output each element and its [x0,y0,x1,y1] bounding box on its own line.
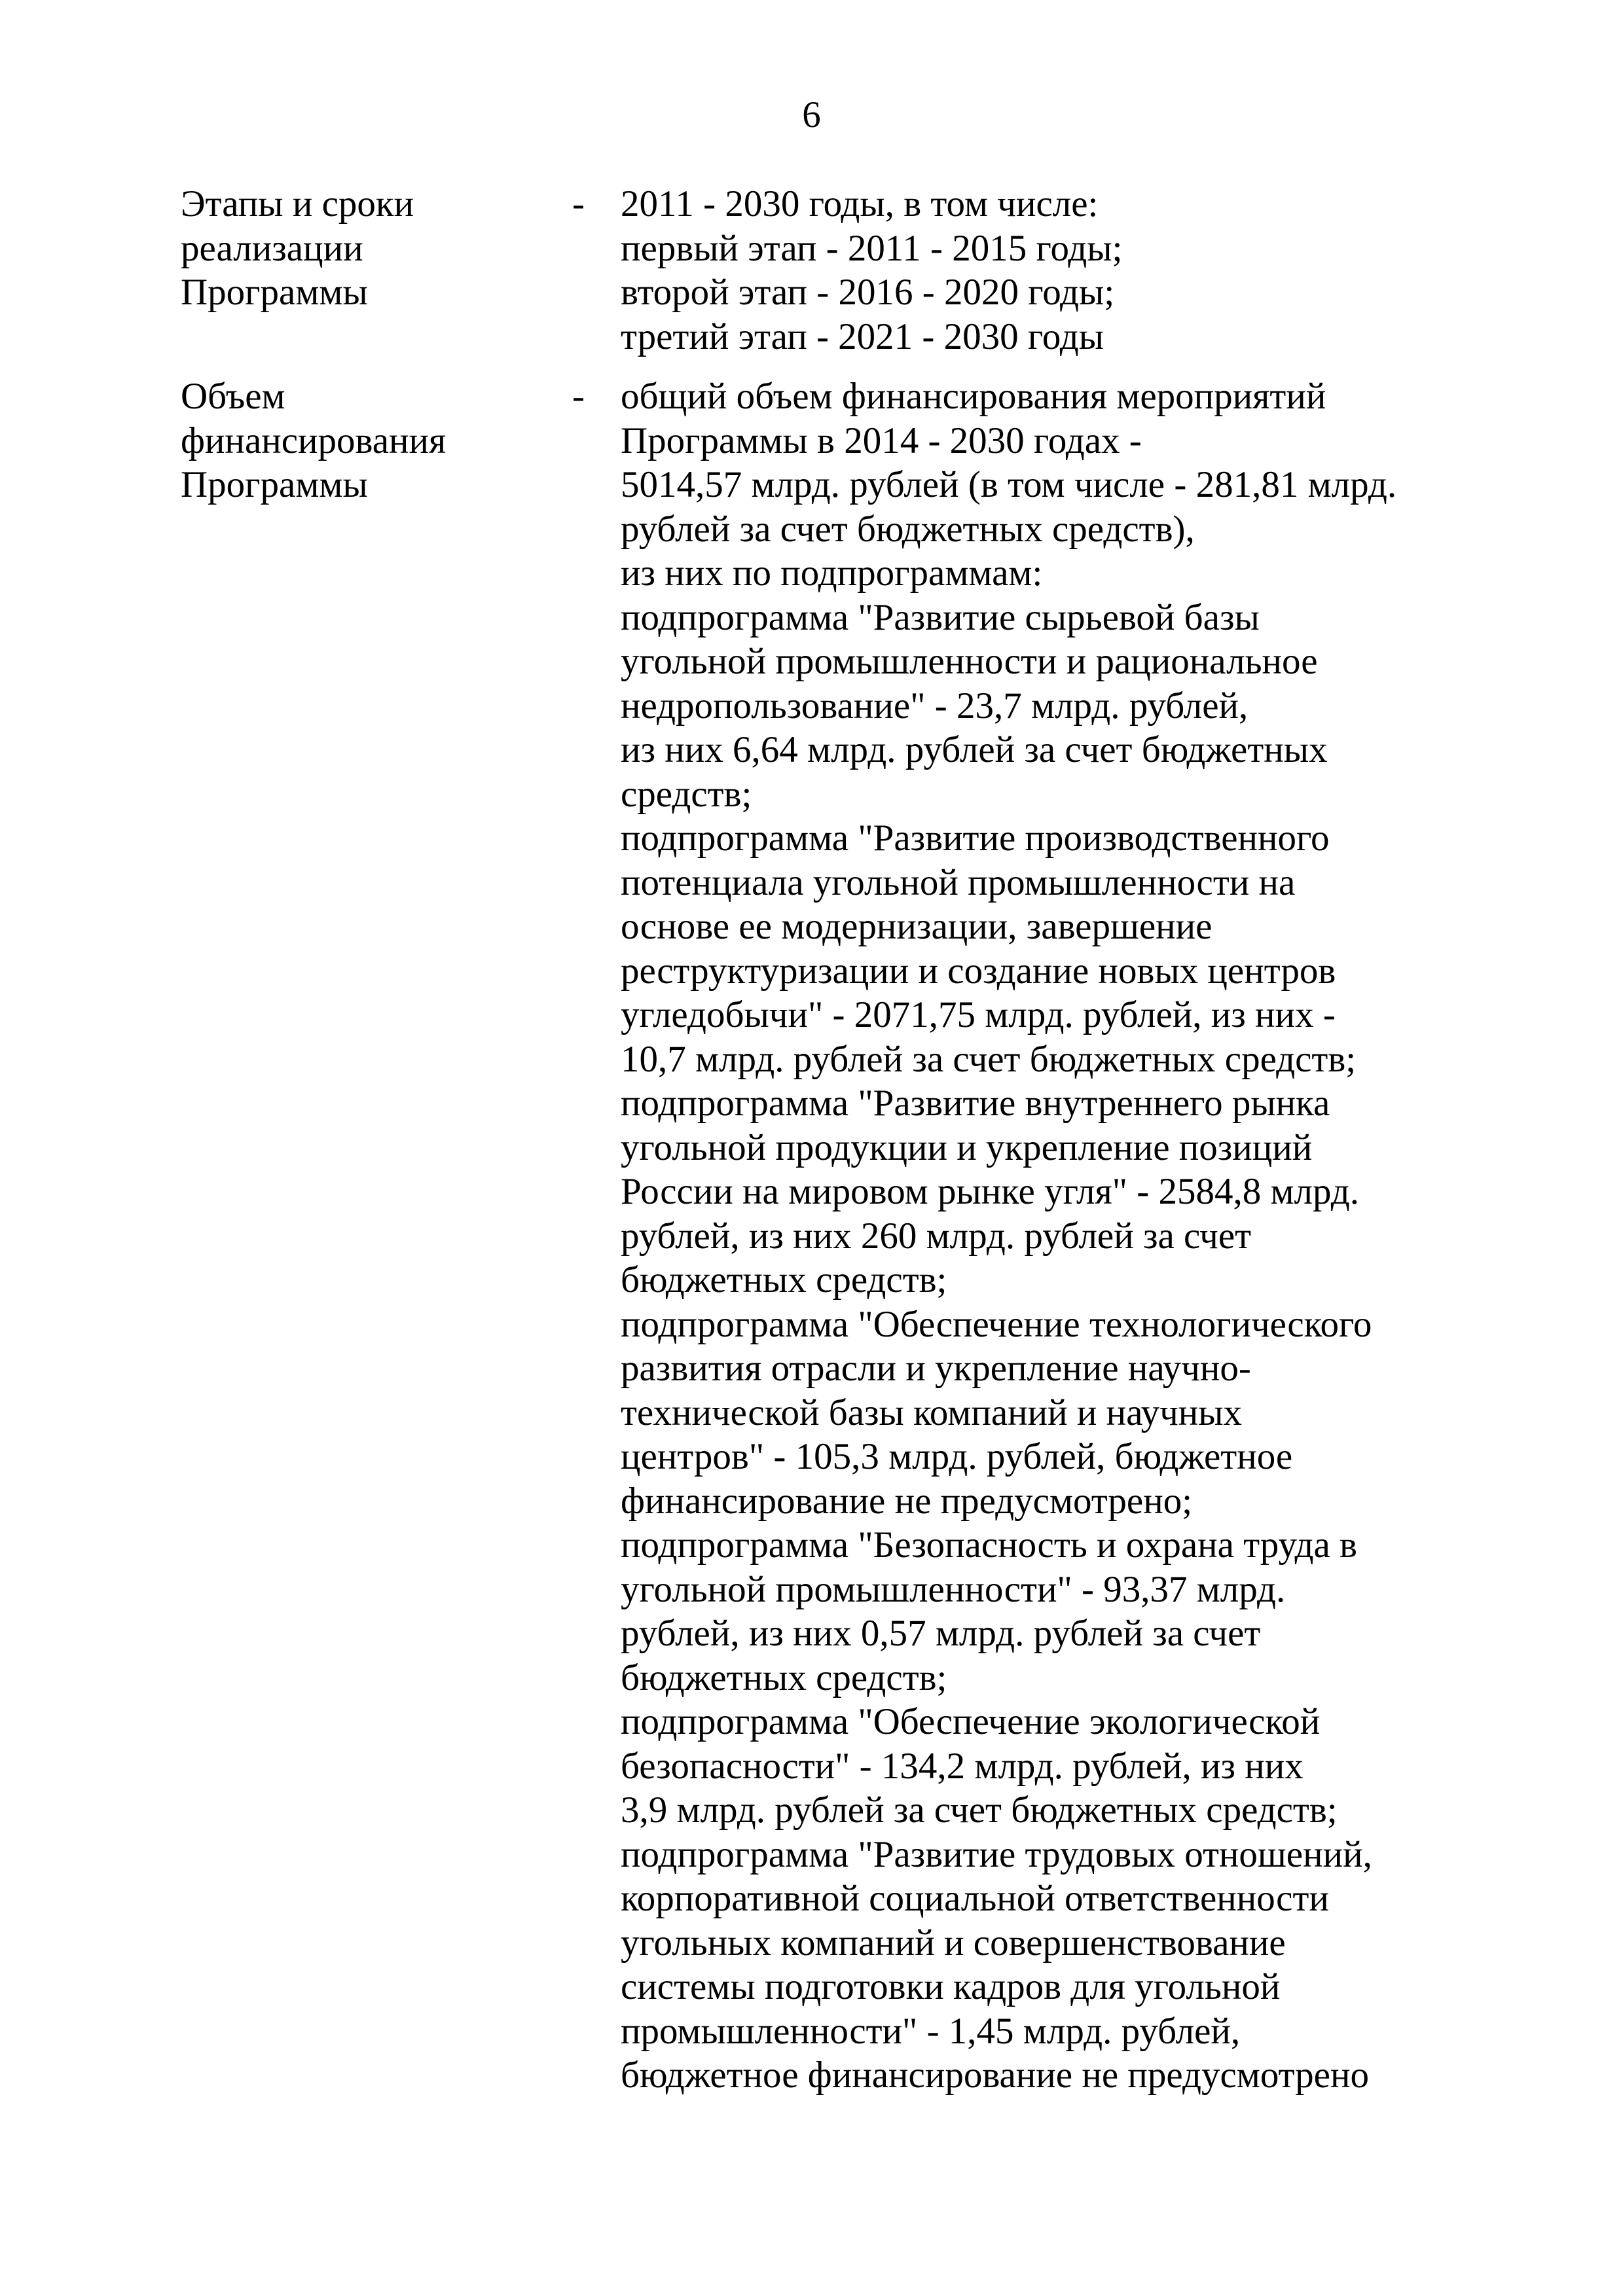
content-line: второй этап - 2016 - 2020 годы; [621,272,1115,313]
label-line: Объем [181,376,285,417]
content-line: общий объем финансирования мероприятий [621,376,1326,417]
content-line: реструктуризации и создание новых центров [621,950,1336,992]
content-line: 10,7 млрд. рублей за счет бюджетных средств; [621,1038,1357,1080]
funding-dash: - [572,376,585,417]
label-line: Программы [181,272,368,313]
content-line: 3,9 млрд. рублей за счет бюджетных средств; [621,1789,1338,1831]
content-line: подпрограмма "Безопасность и охрана труда в [621,1524,1357,1566]
label-line: реализации [181,227,363,269]
content-line: угольной продукции и укрепление позиций [621,1126,1313,1168]
content-line: корпоративной социальной ответственности [621,1878,1329,1919]
stages-content [621,182,1465,359]
page-number: 6 [802,94,821,135]
label-line: Программы [181,464,368,505]
content-line: 2011 - 2030 годы, в том числе: [621,183,1099,224]
content-line: безопасности" - 134,2 млрд. рублей, из них [621,1745,1304,1787]
content-line: подпрограмма "Развитие внутреннего рынка [621,1083,1330,1124]
content-line: первый этап - 2011 - 2015 годы; [621,227,1123,269]
content-line: средств; [621,773,752,815]
content-line: из них по подпрограммам: [621,552,1043,594]
content-line: угольной промышленности" - 93,37 млрд. [621,1568,1286,1610]
content-line: 5014,57 млрд. рублей (в том числе - 281,81 млрд. [621,464,1397,505]
content-line: системы подготовки кадров для угольной [621,1966,1281,2007]
stages-dash: - [572,183,585,224]
label-line: финансирования [181,420,447,461]
content-line: бюджетных средств; [621,1259,947,1300]
content-line: из них 6,64 млрд. рублей за счет бюджетных [621,729,1328,770]
content-line: недропользование" - 23,7 млрд. рублей, [621,685,1249,726]
content-line: третий этап - 2021 - 2030 годы [621,315,1104,357]
content-line: развития отрасли и укрепление научно- [621,1348,1251,1389]
content-line: подпрограмма "Развитие производственного [621,817,1330,859]
content-line: основе ее модернизации, завершение [621,906,1213,947]
label-line: Этапы и сроки [181,183,414,224]
content-line: Программы в 2014 - 2030 годах - [621,420,1142,461]
content-line: подпрограмма "Развитие трудовых отношений, [621,1833,1372,1875]
content-line: подпрограмма "Обеспечение экологической [621,1701,1321,1742]
funding-content [621,374,1465,2098]
content-line: угольной промышленности и рациональное [621,641,1318,682]
content-line: бюджетное финансирование не предусмотрено [621,2054,1369,2096]
content-line: технической базы компаний и научных [621,1391,1243,1433]
content-line: рублей, из них 260 млрд. рублей за счет [621,1215,1252,1257]
content-line: финансирование не предусмотрено; [621,1480,1193,1522]
funding-label [181,374,547,507]
content-line: промышленности" - 1,45 млрд. рублей, [621,2010,1241,2052]
stages-label [181,182,547,315]
content-line: подпрограмма "Обеспечение технологического [621,1303,1372,1345]
content-line: подпрограмма "Развитие сырьевой базы [621,596,1260,638]
content-line: центров" - 105,3 млрд. рублей, бюджетное [621,1436,1293,1477]
content-line: рублей за счет бюджетных средств), [621,508,1195,550]
content-line: угольных компаний и совершенствование [621,1922,1286,1964]
content-line: угледобычи" - 2071,75 млрд. рублей, из них - [621,994,1336,1035]
content-line: потенциала угольной промышленности на [621,861,1296,903]
content-line: бюджетных средств; [621,1657,947,1698]
content-line: рублей, из них 0,57 млрд. рублей за счет [621,1613,1261,1654]
content-line: России на мировом рынке угля" - 2584,8 млрд. [621,1171,1359,1212]
